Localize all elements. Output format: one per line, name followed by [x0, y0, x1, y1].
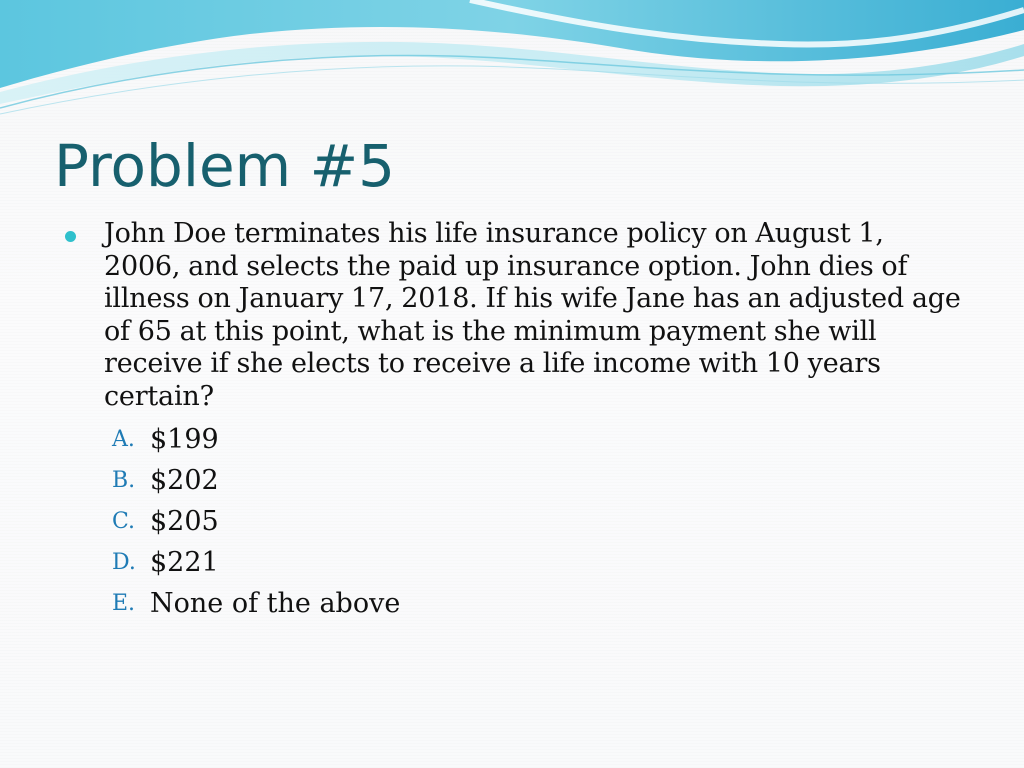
question-text: John Doe terminates his life insurance policy on August 1, 2006, and selects the paid up insurance option. John dies of illness on January 17, 2018. If his wife Jane has an adjusted age of 65 at this point, what is the minimum payment she will receive if she elects to receive a life income with 10 years certain?	[104, 218, 961, 412]
slide-title: Problem #5	[54, 132, 396, 200]
option-letter: E.	[112, 591, 136, 616]
answer-option-d	[112, 542, 962, 583]
option-text: $221	[150, 547, 219, 578]
answer-option-a	[112, 419, 962, 460]
option-letter: A.	[112, 427, 135, 452]
option-letter: C.	[112, 509, 136, 534]
bullet-item	[62, 218, 962, 413]
slide-body	[62, 218, 962, 624]
option-text: $205	[150, 506, 219, 537]
bullet-dot-icon	[65, 231, 76, 242]
option-text: $202	[150, 465, 219, 496]
wave-header-decoration	[0, 0, 1024, 120]
answer-option-e	[112, 583, 962, 624]
option-letter: D.	[112, 550, 136, 575]
answer-option-b	[112, 460, 962, 501]
option-text: $199	[150, 424, 219, 455]
option-letter: B.	[112, 468, 136, 493]
answer-options-list	[62, 419, 962, 624]
answer-option-c	[112, 501, 962, 542]
option-text: None of the above	[150, 588, 401, 619]
